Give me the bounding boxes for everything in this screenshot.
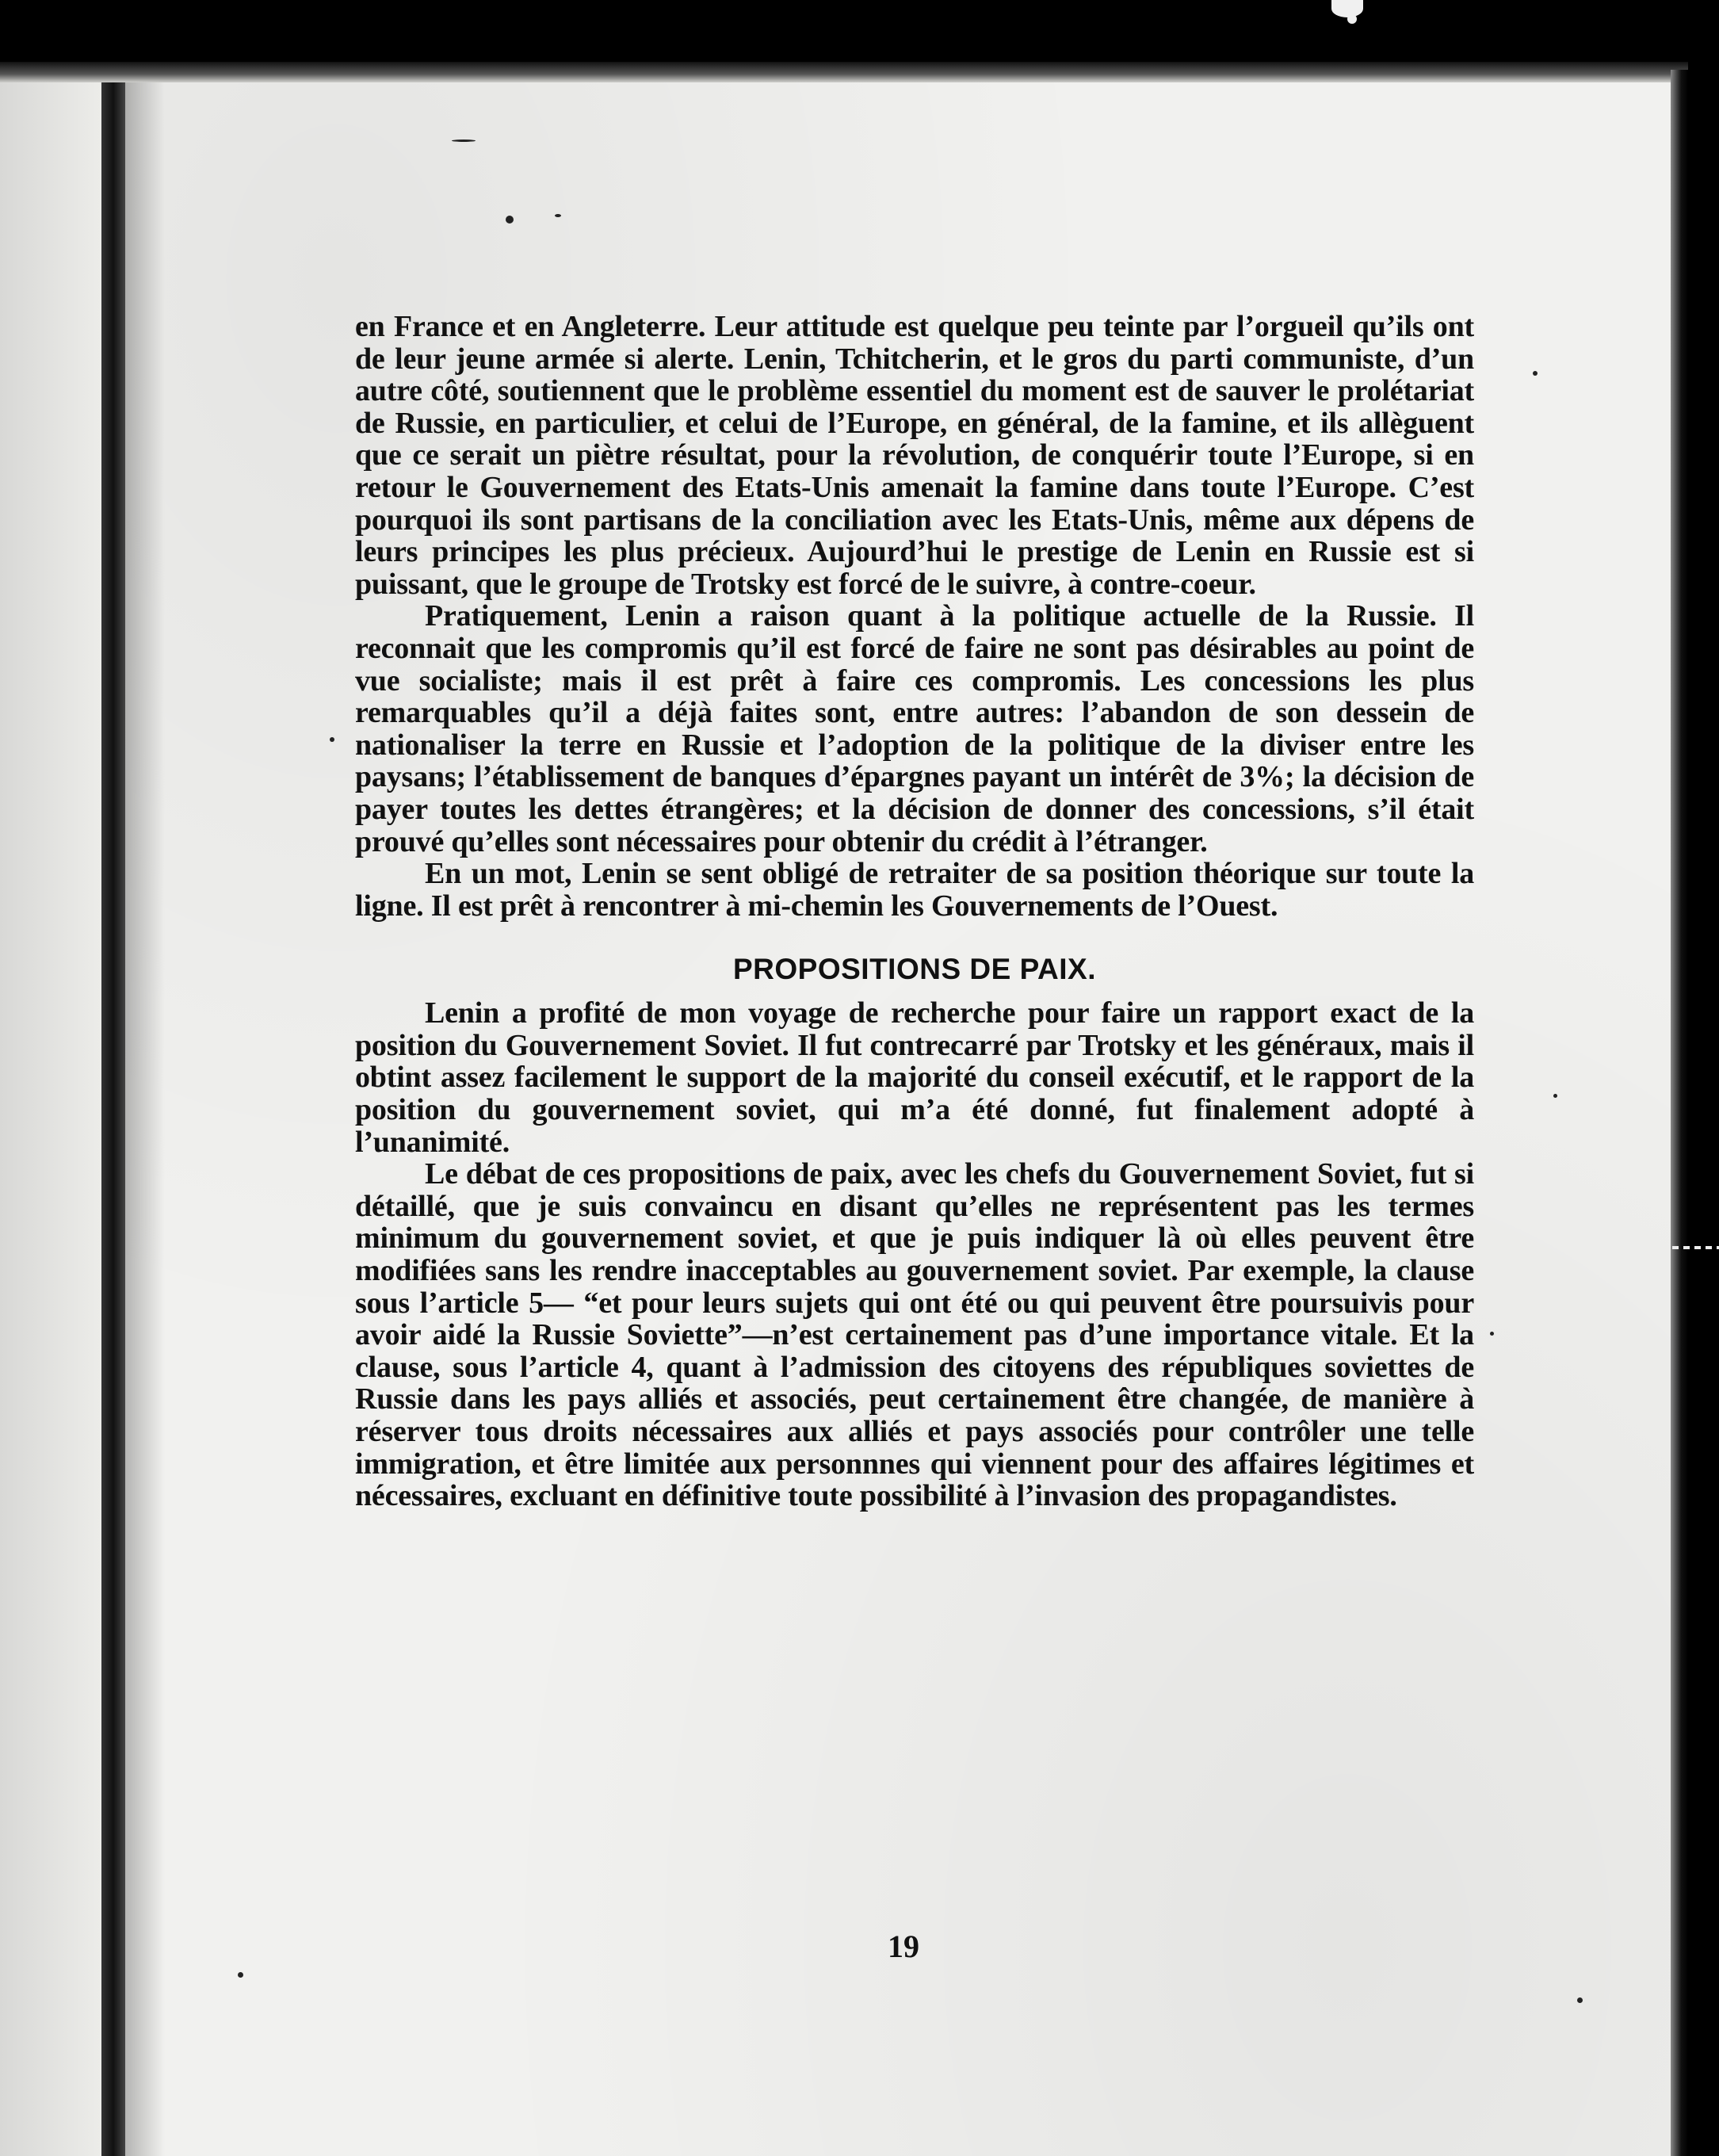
scan-artifact xyxy=(1672,1246,1719,1249)
left-page-margin xyxy=(0,70,101,2156)
paragraph: Le débat de ces propositions de paix, avec les chefs du Gouvernement Soviet, fut si détaillé, que je suis convaincu en disant qu’elles ne représentent pas les termes minimum du gouvernement soviet, et que je puis indiquer là où elles peuvent être modifiées sans les rendre inacceptables au gouvernement soviet. Par exemple, la clause sous l’article 5— “et pour leurs sujets qui ont été ou qui peuvent être poursuivis pour avoir aidé la Russie Soviette”—n’est certainement pas d’une importance vitale. Et la clause, sous l’article 4, quant à l’admission des citoyens des républiques soviettes de Russie dans les pays alliés et associés, peut certainement être changée, de manière à réserver tous droits nécessaires aux alliés et pays associés pour contrôler une telle immigration, et être limitée aux personnnes qui viennent pour des affaires légitimes et nécessaires, excluant en définitive toute possibilité à l’invasion des propagandistes. xyxy=(355,1157,1474,1513)
page-number: 19 xyxy=(888,1929,919,1964)
page-body xyxy=(355,311,1474,1512)
speck xyxy=(1533,371,1538,376)
gutter-shadow xyxy=(125,70,165,2156)
speck xyxy=(1577,1997,1583,2003)
speck xyxy=(506,216,514,224)
speck xyxy=(555,214,561,217)
paragraph: Pratiquement, Lenin a raison quant à la politique actuelle de la Russie. Il reconnait que les compromis qu’il est forcé de faire ne sont pas désirables au point de vue socialiste; mais il est prêt à faire ces compromis. Les concessions les plus remarquables qu’il a déjà faites sont, entre autres: l’abandon de son dessein de nationaliser la terre en Russie et l’adoption de la politique de la diviser entre les paysans; l’établissement de banques d’épargnes payant un intérêt de 3%; la décision de payer toutes les dettes étrangères; et la décision de donner des concessions, s’il était prouvé qu’elles sont nécessaires pour obtenir du crédit à l’étranger. xyxy=(355,599,1474,858)
speck xyxy=(330,737,334,742)
right-page-edge xyxy=(1671,70,1688,2156)
scan-artifact xyxy=(1347,14,1357,24)
top-page-edge xyxy=(0,62,1688,82)
paragraph: En un mot, Lenin se sent obligé de retraiter de sa position théorique sur toute la ligne. Il est prêt à rencontrer à mi-chemin les Gouvernements de l’Ouest. xyxy=(355,857,1474,923)
binding-edge xyxy=(101,70,125,2156)
speck xyxy=(452,140,476,142)
speck xyxy=(1490,1332,1494,1336)
paragraph: Lenin a profité de mon voyage de recherche pour faire un rapport exact de la position du Gouvernement Soviet. Il fut contrecarré par Trotsky et les généraux, mais il obtint assez facilement le support de la majorité du conseil exécutif, et le rapport de la position du gouvernement soviet, qui m’a été donné, fut finalement adopté à l’unanimité. xyxy=(355,996,1474,1159)
paragraph: en France et en Angleterre. Leur attitude est quelque peu teinte par l’orgueil qu’ils ont de leur jeune armée si alerte. Lenin, Tchitcherin, et le gros du parti communiste, d’un autre côté, soutiennent que le problème essentiel du moment est de sauver le prolétariat de Russie, en particulier, et celui de l’Europe, en général, de la famine, et ils allèguent que ce serait un piètre résultat, pour la révolution, de conquérir toute l’Europe, si en retour le Gouvernement des Etats-Unis amenait la famine dans toute l’Europe. C’est pourquoi ils sont partisans de la conciliation avec les Etats-Unis, même aux dépens de leurs principes les plus précieux. Aujourd’hui le prestige de Lenin en Russie est si puissant, que le groupe de Trotsky est forcé de le suivre, à contre-coeur. xyxy=(355,310,1474,601)
section-heading: PROPOSITIONS DE PAIX. xyxy=(732,953,1096,986)
scan-artifact xyxy=(1331,0,1363,17)
speck xyxy=(238,1972,243,1978)
speck xyxy=(1553,1094,1557,1098)
